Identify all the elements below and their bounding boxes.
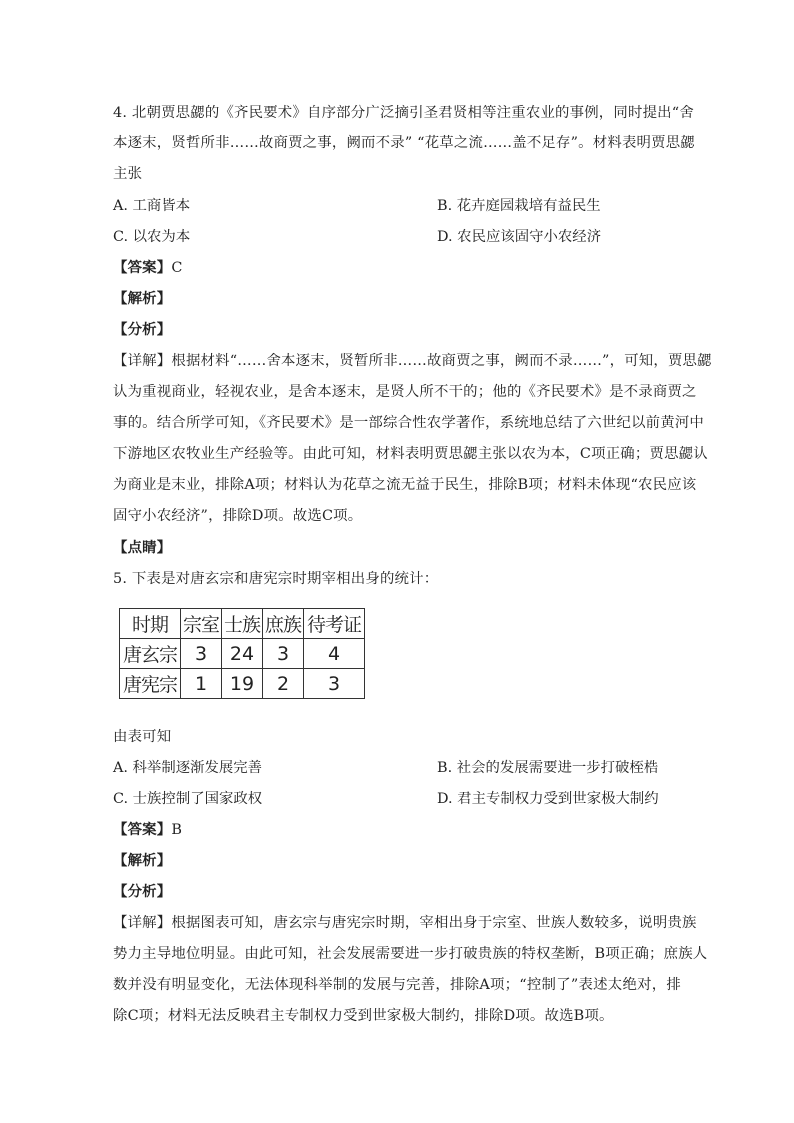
q5-answer-value: B xyxy=(171,822,183,838)
q5-option-c: C. 士族控制了国家政权 xyxy=(113,791,263,807)
table-cell: 24 xyxy=(222,639,263,669)
q4-detail-line-1: 【详解】根据材料“……舍本逐末，贤暂所非……故商贾之事，阙而不录……”，可知，贾思勰 xyxy=(113,353,712,369)
q4-option-c: C. 以农为本 xyxy=(113,229,191,245)
q4-stem-line-2: 本逐末，贤哲所非……故商贾之事，阙而不录” “花草之流……盖不足存”。材料表明贾思勰 xyxy=(113,135,695,151)
q5-detail-line-3: 数并没有明显变化，无法体现科举制的发展与完善，排除A项；“控制了”表述太绝对，排 xyxy=(113,977,681,993)
q5-jiexi-heading: 【解析】 xyxy=(113,852,172,869)
q4-fenxi-heading: 【分析】 xyxy=(113,321,172,338)
table-header-cell: 庶族 xyxy=(263,609,304,639)
q5-answer-label: 【答案】 xyxy=(113,821,172,838)
q4-option-a: A. 工商皆本 xyxy=(113,198,191,214)
table-cell: 4 xyxy=(304,639,365,669)
table-cell: 19 xyxy=(222,669,263,699)
q5-option-d: D. 君主专制权力受到世家极大制约 xyxy=(437,791,659,807)
table-header-row xyxy=(120,609,365,639)
q4-detail-line-4: 下游地区农牧业生产经验等。由此可知，材料表明贾思勰主张以农为本，C项正确；贾思勰认 xyxy=(113,446,708,462)
q4-detail-line-2: 认为重视商业，轻视农业，是舍本逐末，是贤人所不干的；他的《齐民要术》是不录商贾之 xyxy=(113,384,697,400)
q5-detail-line-4: 除C项；材料无法反映君主专制权力受到世家极大制约，排除D项。故选B项。 xyxy=(113,1008,614,1024)
table-row xyxy=(120,639,365,669)
q4-detail-line-3: 事的。结合所学可知，《齐民要术》是一部综合性农学著作，系统地总结了六世纪以前黄河中 xyxy=(113,415,705,431)
q5-option-a: A. 科举制逐渐发展完善 xyxy=(113,760,263,776)
table-row xyxy=(120,669,365,699)
q5-stem: 5. 下表是对唐玄宗和唐宪宗时期宰相出身的统计： xyxy=(113,571,439,587)
table-cell: 3 xyxy=(263,639,304,669)
table-header-cell: 士族 xyxy=(222,609,263,639)
q4-option-d: D. 农民应该固守小农经济 xyxy=(437,229,602,245)
q4-answer-value: C xyxy=(171,260,183,276)
table-header-cell: 宗室 xyxy=(181,609,222,639)
q5-detail-line-1: 【详解】根据图表可知，唐玄宗与唐宪宗时期，宰相出身于宗室、世族人数较多，说明贵族 xyxy=(113,915,697,931)
table-cell: 3 xyxy=(304,669,365,699)
table-header-cell: 时期 xyxy=(120,609,181,639)
q4-stem-line-3: 主张 xyxy=(113,166,143,182)
q5-answer xyxy=(113,820,182,840)
table-cell: 唐宪宗 xyxy=(120,669,181,699)
q5-detail-line-2: 势力主导地位明显。由此可知，社会发展需要进一步打破贵族的特权垄断，B项正确；庶族人 xyxy=(113,946,708,962)
q5-stat-table xyxy=(119,608,365,699)
q4-stem-line-1: 4. 北朝贾思勰的《齐民要术》自序部分广泛摘引圣君贤相等注重农业的事例，同时提出“舍 xyxy=(113,105,694,121)
q5-fenxi-heading: 【分析】 xyxy=(113,883,172,900)
q4-dianjing-heading: 【点睛】 xyxy=(113,539,172,556)
q4-answer xyxy=(113,258,183,278)
q4-option-b: B. 花卉庭园栽培有益民生 xyxy=(437,198,601,214)
q4-detail-line-5: 为商业是末业，排除A项；材料认为花草之流无益于民生，排除B项；材料未体现“农民应该 xyxy=(113,477,697,493)
q5-lead: 由表可知 xyxy=(113,729,172,745)
table-cell: 2 xyxy=(263,669,304,699)
table-header-cell: 待考证 xyxy=(304,609,365,639)
q5-option-b: B. 社会的发展需要进一步打破桎梏 xyxy=(437,760,659,776)
table-cell: 唐玄宗 xyxy=(120,639,181,669)
q4-detail-line-6: 固守小农经济”，排除D项。故选C项。 xyxy=(113,508,363,524)
q4-answer-label: 【答案】 xyxy=(113,259,172,276)
q4-jiexi-heading: 【解析】 xyxy=(113,290,172,307)
table-cell: 1 xyxy=(181,669,222,699)
table-cell: 3 xyxy=(181,639,222,669)
